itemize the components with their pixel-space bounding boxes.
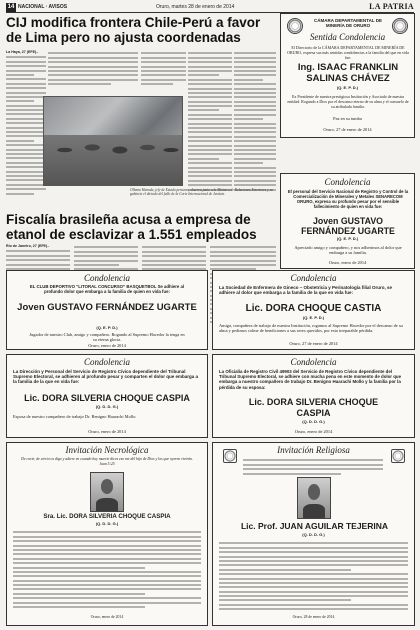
box8-qdg: (Q. D. D. G.) (302, 532, 325, 537)
box1-message: Ex Presidente de nuestra prestigiosa Institución y Asociado de nuestra entidad. Rogando a Dios por el descanso eterno de su alma y el consuelo de su atribulada familia. (287, 94, 409, 109)
box8-name: Lic. Prof. JUAN AGUILAR TEJERINA (240, 521, 389, 531)
box5-qdg: (Q. D. D. G.) (95, 404, 119, 409)
box4-message: Amiga, compañera de trabajo de nuestra Institución, rogamos al Supremo Hacedor por el descanso de su alma y pedimos colme de bendiciones a sus seres queridos, por esta irreparable pérdida. (219, 323, 403, 333)
article1-column-2 (48, 50, 138, 95)
box2-date: Oruro, enero de 2014 (328, 260, 367, 265)
box1-closing: Paz en su tumba (333, 116, 362, 121)
box7-date: Oruro, enero de 2014 (90, 615, 124, 619)
box8-verse (243, 457, 383, 479)
issue-date: Oruro, martes 28 de enero de 2014 (156, 4, 235, 10)
article2-dateline: Río de Janeiro, 27 (EFE).- (6, 244, 50, 248)
box2-qepd: (Q. E. P. D.) (336, 236, 359, 241)
box2-intro: El personal del Servicio Nacional de Registro y Control de la Comercialización de Minerales y Metales SENARECOM ORURO, expresa su profundo pesar por el sensible fallecimiento de quien en vida fue: (287, 189, 409, 209)
box8-date: Oruro, 28 de enero de 2014 (292, 615, 335, 619)
box2-message: Apreciado amigo y compañero, y nos adherimos al dolor que embarga a su familia. (294, 245, 402, 255)
box7-qdg: (Q. D. D. G.) (95, 521, 119, 526)
box6-title: Condolencia (290, 357, 337, 367)
box2-name: Joven GUSTAVO FERNÁNDEZ UGARTE (301, 216, 395, 236)
box5-intro: La Dirección y Personal del Servicio de Registro Cívico dependiente del Tribunal Supremo Electoral, se adhieren al profundo pesar y comparten el dolor que embarga a la familia de la que en vida fue: (13, 369, 199, 385)
box1-intro: El Directorio de la CÁMARA DEPARTAMENTAL DE MINERÍA DE ORURO, expresa sus más sentidas condolencias a la familia del que en vida fue: (287, 45, 409, 60)
box5-name: Lic. DORA SILVERIA CHOQUE CASPIA (24, 393, 190, 403)
article2-headline: Fiscalía brasileña acusa a empresa de etanol de esclavizar a 1.551 empleados (6, 212, 257, 242)
condolence-box-nursing-society (212, 270, 415, 350)
box2-title: Condolencia (324, 177, 371, 187)
article1-column-4 (188, 50, 232, 210)
box1-name: Ing. ISAAC FRANKLIN SALINAS CHÁVEZ (297, 62, 399, 84)
page-header (6, 3, 414, 13)
article1-headline: CIJ modifica frontera Chile-Perú a favor de Lima pero no ajusta coordenadas (6, 15, 261, 45)
article1-dateline: La Haya, 27 (EFE).- (6, 50, 39, 54)
box7-title: Invitación Necrológica (65, 445, 149, 455)
box3-title: Condolencia (84, 273, 130, 283)
box5-message: Esposa de nuestro compañero de trabajo Dr. Benigno Huarachi Mollo. (13, 414, 137, 419)
box7-body (13, 529, 201, 613)
box1-title: Sentida Condolencia (309, 32, 386, 42)
box7-name: Sra. Lic. DORA SILVERIA CHOQUE CASPIA (43, 513, 171, 520)
box1-date: Oruro, 27 de enero de 2014 (323, 127, 372, 132)
box3-date: Oruro, enero de 2014 (88, 343, 126, 348)
box8-body (219, 540, 408, 614)
deceased-portrait (90, 472, 124, 512)
article1-photo (43, 96, 183, 186)
box3-name: Joven GUSTAVO FERNÁNDEZ UGARTE (17, 302, 197, 313)
box4-title: Condolencia (290, 273, 337, 283)
box3-message: Jugador de nuestro Club, amigo y compañero. Rogando al Supremo Hacedor la tenga en su eterna gloria. (29, 332, 185, 342)
condolence-box-mining-chamber (280, 13, 415, 138)
box3-intro: EL CLUB DEPORTIVO “LITORAL CONCURSO” BASQUETBOL Se adhiere al profundo dolor que embarga a la familia de quien en vida fue: (29, 284, 185, 295)
box4-intro: La Sociedad de Enfermera de Gineco – Obstetricia y Perinatología filial Oruro, se adhiere al dolor que embarga a la familia de la que en vida fue: (219, 285, 393, 296)
box6-name: Lic. DORA SILVERIA CHOQUE CASPIA (248, 397, 379, 418)
deceased-portrait (297, 477, 331, 519)
condolence-box-senarecom (280, 173, 415, 269)
box1-qepd: (Q. E. P. D.) (336, 85, 359, 90)
page-number: 14 (7, 4, 15, 10)
box7-verse: De corte, de cierto os digo y adiere en cuando hoy muerte dices eso me del hijo de Dios y los que oyeren vivirán. Juan 5:25 (21, 457, 193, 466)
box5-date: Oruro, enero de 2014 (88, 429, 126, 434)
photo-people (44, 135, 182, 185)
box4-qepd: (Q. E. P. D.) (302, 315, 325, 320)
box6-date: Oruro, enero de 2014 (294, 429, 333, 434)
box5-title: Condolencia (84, 357, 130, 367)
box1-org: CÁMARA DEPARTAMENTAL DE MINERÍA DE ORURO (314, 18, 382, 29)
box8-title: Invitación Religiosa (277, 445, 350, 455)
condolence-box-civil-registry-office (212, 354, 415, 438)
article1-column-1 (6, 50, 46, 210)
section-label: NACIONAL · AVISOS (18, 4, 68, 10)
cross-emblem-right (391, 449, 405, 463)
box6-intro: La Oficialía de Registro Civil 49903 del Servicio de Registro Cívico dependiente del Tribunal Supremo Electoral, se adhiere con mucha pena en este momento de dolor que embarga a nuestro compañero de trabajo Dr. Benigno Huarachi Mollo y la familia por la pérdida de su esposa: (219, 369, 402, 390)
article1-caption: Ollanta Humala, jefe de Estado peruano, observa junto a la Ministra de Relaciones Exteriores y su gabinete el dictado del fallo de la Corte Internacional de Justicia. (130, 188, 273, 197)
article1-column-3 (141, 50, 186, 95)
box4-name: Lic. DORA CHOQUE CASTIA (245, 303, 382, 314)
box3-qepd: (Q. E. P. D.) (96, 325, 118, 330)
necrological-invitation-box (6, 442, 208, 626)
condolence-box-litoral-club (6, 270, 208, 350)
newspaper-logo: LA PATRIA (369, 2, 414, 11)
box4-date: Oruro, 27 de enero de 2014 (289, 341, 338, 346)
cross-emblem-left (223, 449, 237, 463)
box6-qdg: (Q. D. D. G.) (302, 419, 325, 424)
condolence-box-civic-registry (6, 354, 208, 438)
article1-column-5 (234, 50, 276, 210)
religious-invitation-box (212, 442, 415, 626)
